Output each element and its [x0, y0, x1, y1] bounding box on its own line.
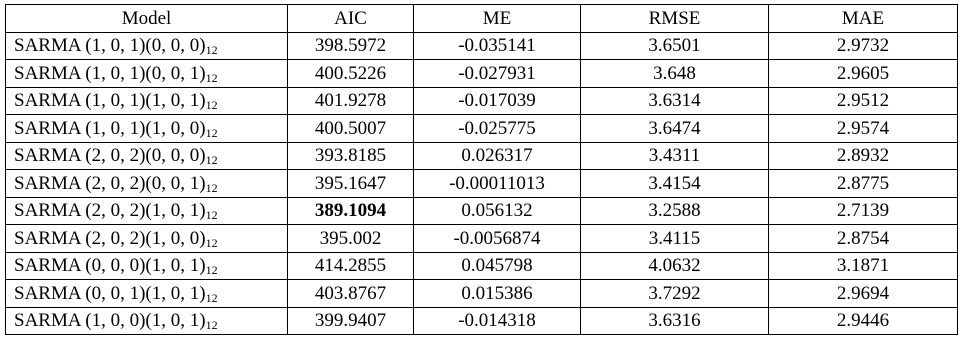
- me-cell: 0.026317: [414, 142, 581, 170]
- season-subscript: 12: [205, 180, 218, 195]
- rmse-cell: 3.6501: [581, 32, 769, 60]
- aic-cell: 395.1647: [288, 170, 414, 198]
- rmse-cell: 3.2588: [581, 197, 769, 225]
- mae-cell: 2.8775: [769, 170, 958, 198]
- model-name: SARMA (2, 0, 2)(0, 0, 1): [14, 172, 206, 194]
- table-row: [6, 225, 958, 253]
- me-cell: 0.015386: [414, 280, 581, 308]
- header-me: ME: [414, 5, 581, 33]
- season-subscript: 12: [205, 125, 218, 140]
- rmse-cell: 3.6316: [581, 307, 769, 335]
- table-row: [6, 60, 958, 88]
- model-name: SARMA (1, 0, 1)(0, 0, 0): [14, 35, 206, 57]
- mae-cell: 2.9605: [769, 60, 958, 88]
- mae-cell: 2.9512: [769, 87, 958, 115]
- me-cell: -0.014318: [414, 307, 581, 335]
- header-model: Model: [6, 5, 288, 33]
- rmse-cell: 3.6474: [581, 115, 769, 143]
- table-row: [6, 142, 958, 170]
- rmse-cell: 4.0632: [581, 252, 769, 280]
- mae-cell: 2.9732: [769, 32, 958, 60]
- model-cell: [6, 170, 288, 198]
- model-name: SARMA (2, 0, 2)(1, 0, 0): [14, 227, 206, 249]
- mae-cell: 2.7139: [769, 197, 958, 225]
- mae-cell: 3.1871: [769, 252, 958, 280]
- mae-cell: 2.9574: [769, 115, 958, 143]
- model-name: SARMA (2, 0, 2)(0, 0, 0): [14, 145, 206, 167]
- rmse-cell: 3.4311: [581, 142, 769, 170]
- aic-cell: 399.9407: [288, 307, 414, 335]
- table-row: [6, 32, 958, 60]
- table-body: [6, 32, 958, 335]
- rmse-cell: 3.6314: [581, 87, 769, 115]
- rmse-cell: 3.648: [581, 60, 769, 88]
- header-row: [6, 5, 958, 33]
- model-name: SARMA (1, 0, 1)(1, 0, 1): [14, 90, 206, 112]
- model-cell: [6, 87, 288, 115]
- aic-cell: 403.8767: [288, 280, 414, 308]
- aic-cell: 400.5007: [288, 115, 414, 143]
- rmse-cell: 3.4115: [581, 225, 769, 253]
- header-rmse: RMSE: [581, 5, 769, 33]
- model-cell: [6, 225, 288, 253]
- header-mae: MAE: [769, 5, 958, 33]
- model-name: SARMA (0, 0, 0)(1, 0, 1): [14, 255, 206, 277]
- me-cell: -0.0056874: [414, 225, 581, 253]
- me-cell: -0.025775: [414, 115, 581, 143]
- season-subscript: 12: [205, 235, 218, 250]
- model-name: SARMA (1, 0, 1)(0, 0, 1): [14, 62, 206, 84]
- model-name: SARMA (0, 0, 1)(1, 0, 1): [14, 282, 206, 304]
- mae-cell: 2.9446: [769, 307, 958, 335]
- header-aic: AIC: [288, 5, 414, 33]
- model-name: SARMA (2, 0, 2)(1, 0, 1): [14, 200, 206, 222]
- model-name: SARMA (1, 0, 0)(1, 0, 1): [14, 310, 206, 332]
- model-name: SARMA (1, 0, 1)(1, 0, 0): [14, 117, 206, 139]
- season-subscript: 12: [205, 208, 218, 223]
- season-subscript: 12: [205, 318, 218, 333]
- model-cell: [6, 32, 288, 60]
- rmse-cell: 3.7292: [581, 280, 769, 308]
- season-subscript: 12: [205, 43, 218, 58]
- model-cell: [6, 280, 288, 308]
- mae-cell: 2.9694: [769, 280, 958, 308]
- table-row: [6, 307, 958, 335]
- aic-cell: 398.5972: [288, 32, 414, 60]
- table-row: [6, 252, 958, 280]
- season-subscript: 12: [205, 153, 218, 168]
- model-cell: [6, 142, 288, 170]
- table-row: [6, 170, 958, 198]
- table-row: [6, 280, 958, 308]
- me-cell: 0.045798: [414, 252, 581, 280]
- aic-cell: 401.9278: [288, 87, 414, 115]
- aic-cell: 389.1094: [288, 197, 414, 225]
- season-subscript: 12: [205, 263, 218, 278]
- results-table: [5, 4, 958, 335]
- me-cell: -0.027931: [414, 60, 581, 88]
- aic-cell: 400.5226: [288, 60, 414, 88]
- aic-cell: 414.2855: [288, 252, 414, 280]
- table-row: [6, 87, 958, 115]
- mae-cell: 2.8932: [769, 142, 958, 170]
- model-cell: [6, 197, 288, 225]
- aic-cell: 395.002: [288, 225, 414, 253]
- me-cell: -0.00011013: [414, 170, 581, 198]
- aic-cell: 393.8185: [288, 142, 414, 170]
- me-cell: -0.017039: [414, 87, 581, 115]
- model-cell: [6, 115, 288, 143]
- me-cell: 0.056132: [414, 197, 581, 225]
- model-cell: [6, 252, 288, 280]
- mae-cell: 2.8754: [769, 225, 958, 253]
- table-row: [6, 115, 958, 143]
- model-cell: [6, 60, 288, 88]
- season-subscript: 12: [205, 70, 218, 85]
- season-subscript: 12: [205, 98, 218, 113]
- model-cell: [6, 307, 288, 335]
- season-subscript: 12: [205, 290, 218, 305]
- table-row: [6, 197, 958, 225]
- rmse-cell: 3.4154: [581, 170, 769, 198]
- me-cell: -0.035141: [414, 32, 581, 60]
